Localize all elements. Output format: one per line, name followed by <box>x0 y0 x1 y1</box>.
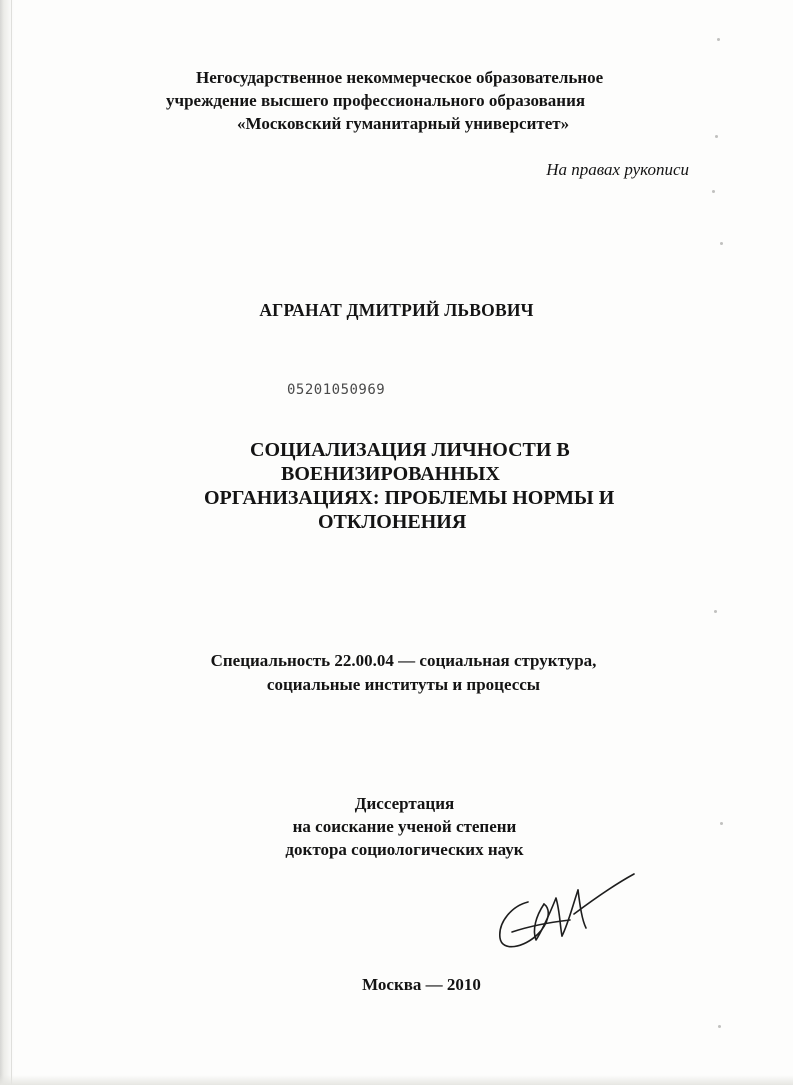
city-year: Москва — 2010 <box>362 975 481 994</box>
degree-line: на соискание ученой степени <box>292 817 517 836</box>
manuscript-note: На правах рукописи <box>546 160 689 179</box>
handwritten-signature <box>490 868 640 958</box>
specialty-line: социальные институты и процессы <box>266 675 541 694</box>
degree-line: Диссертация <box>354 794 455 813</box>
degree-statement <box>0 792 793 861</box>
scan-speck <box>718 1025 721 1028</box>
scan-speck <box>714 610 717 613</box>
title-line: СОЦИАЛИЗАЦИЯ ЛИЧНОСТИ В <box>250 439 570 461</box>
scan-speck <box>715 135 718 138</box>
institution-line: Негосударственное некоммерческое образовательное <box>196 68 604 87</box>
title-line: ОРГАНИЗАЦИЯХ: ПРОБЛЕМЫ НОРМЫ И <box>204 487 615 509</box>
scan-speck <box>717 38 720 41</box>
scan-shadow-bottom <box>0 1075 793 1085</box>
specialty <box>0 649 793 697</box>
dissertation-title <box>0 438 793 534</box>
institution-line: учреждение высшего профессионального образования <box>166 91 586 110</box>
catalog-number: 05201050969 <box>287 382 386 398</box>
institution-name: «Московский гуманитарный университет» <box>237 114 570 133</box>
title-line: ОТКЛОНЕНИЯ <box>318 511 467 533</box>
author-name: АГРАНАТ ДМИТРИЙ ЛЬВОВИЧ <box>259 300 534 320</box>
scan-line-left <box>11 0 12 1085</box>
institution-heading <box>0 66 793 135</box>
title-line: ВОЕНИЗИРОВАННЫХ <box>281 463 500 485</box>
specialty-line: Специальность 22.00.04 — социальная структура, <box>210 651 597 670</box>
scan-speck <box>712 190 715 193</box>
scan-speck <box>720 242 723 245</box>
degree-line: доктора социологических наук <box>285 840 524 859</box>
